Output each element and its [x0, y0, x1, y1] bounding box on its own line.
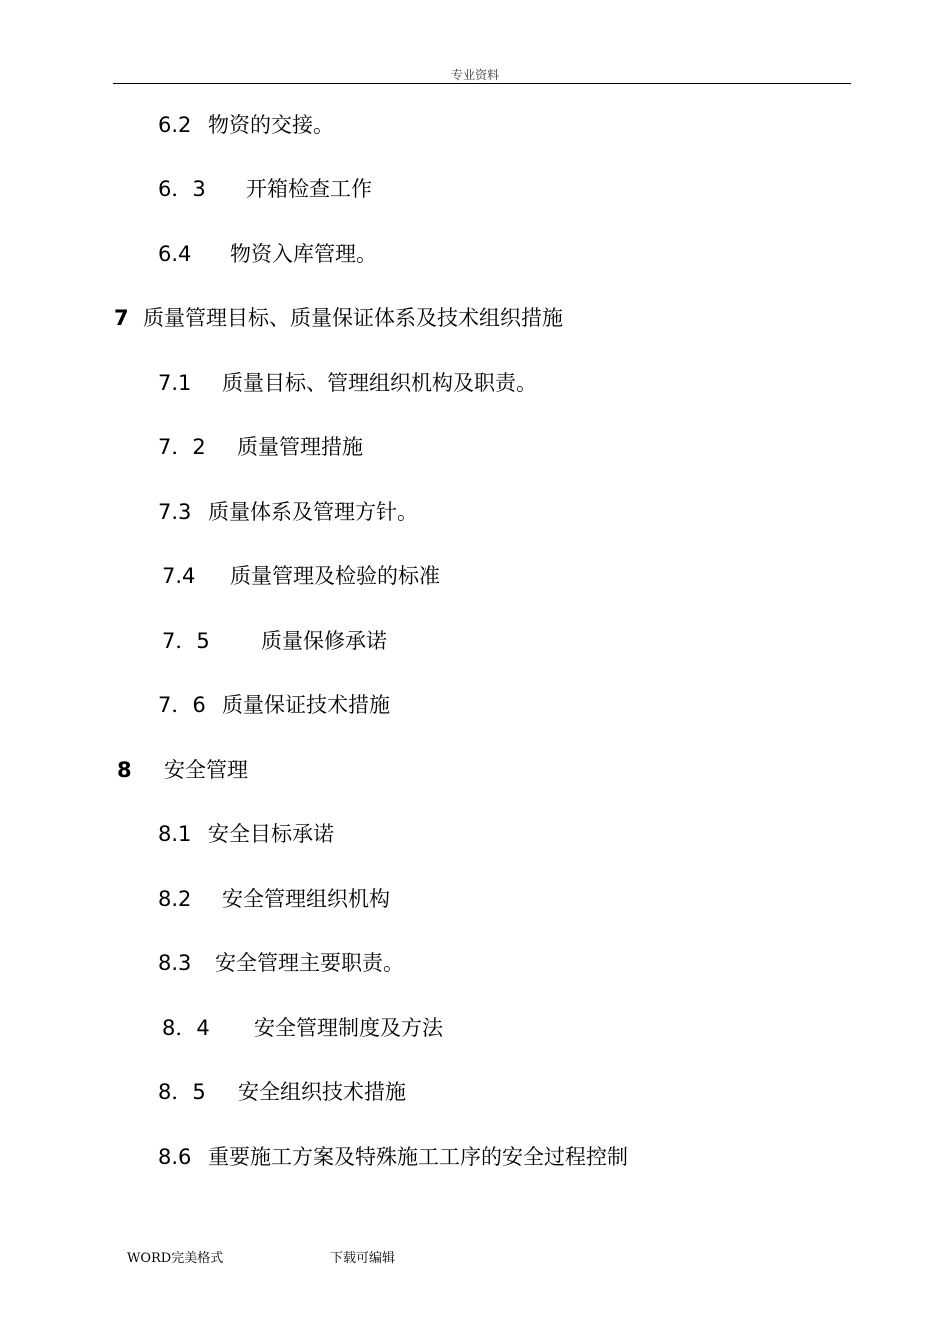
- toc-number: 8.1: [158, 822, 192, 846]
- toc-title: 安全管理制度及方法: [254, 1016, 443, 1040]
- toc-title: 安全管理主要职责。: [215, 951, 404, 975]
- toc-number: 8.6: [158, 1145, 192, 1169]
- toc-number: 7.1: [158, 371, 192, 395]
- toc-title: 质量保修承诺: [261, 629, 387, 653]
- toc-title: 重要施工方案及特殊施工工序的安全过程控制: [208, 1145, 628, 1169]
- toc-number: 8.3: [158, 951, 192, 975]
- toc-title: 质量管理及检验的标准: [230, 564, 440, 588]
- toc-number: 7．6: [158, 693, 206, 717]
- footer-left-text: WORD完美格式: [127, 1251, 224, 1266]
- toc-title: 开箱检查工作: [246, 177, 372, 201]
- toc-number: 6.2: [158, 113, 192, 137]
- toc-title: 质量管理措施: [237, 435, 363, 459]
- toc-title: 安全管理组织机构: [222, 887, 390, 911]
- toc-title: 质量目标、管理组织机构及职责。: [222, 371, 537, 395]
- toc-title: 质量体系及管理方针。: [208, 500, 418, 524]
- toc-title: 安全组织技术措施: [238, 1080, 406, 1104]
- toc-number: 6.4: [158, 242, 192, 266]
- header-divider: [113, 83, 851, 84]
- toc-title: 物资的交接。: [208, 113, 334, 137]
- toc-number: 8: [117, 758, 132, 782]
- toc-number: 8．5: [158, 1080, 206, 1104]
- toc-title: 物资入库管理。: [230, 242, 377, 266]
- toc-title: 安全管理: [164, 758, 248, 782]
- toc-number: 7.3: [158, 500, 192, 524]
- toc-number: 6．3: [158, 177, 206, 201]
- footer-right-text: 下载可编辑: [330, 1251, 396, 1266]
- toc-number: 8．4: [162, 1016, 210, 1040]
- header-text: 专业资料: [450, 68, 499, 82]
- toc-title: 安全目标承诺: [208, 822, 334, 846]
- toc-number: 7．5: [162, 629, 210, 653]
- toc-number: 7．2: [158, 435, 206, 459]
- toc-number: 8.2: [158, 887, 192, 911]
- toc-title: 质量管理目标、质量保证体系及技术组织措施: [143, 306, 563, 330]
- toc-number: 7.4: [162, 564, 196, 588]
- toc-number: 7: [114, 306, 129, 330]
- toc-title: 质量保证技术措施: [222, 693, 390, 717]
